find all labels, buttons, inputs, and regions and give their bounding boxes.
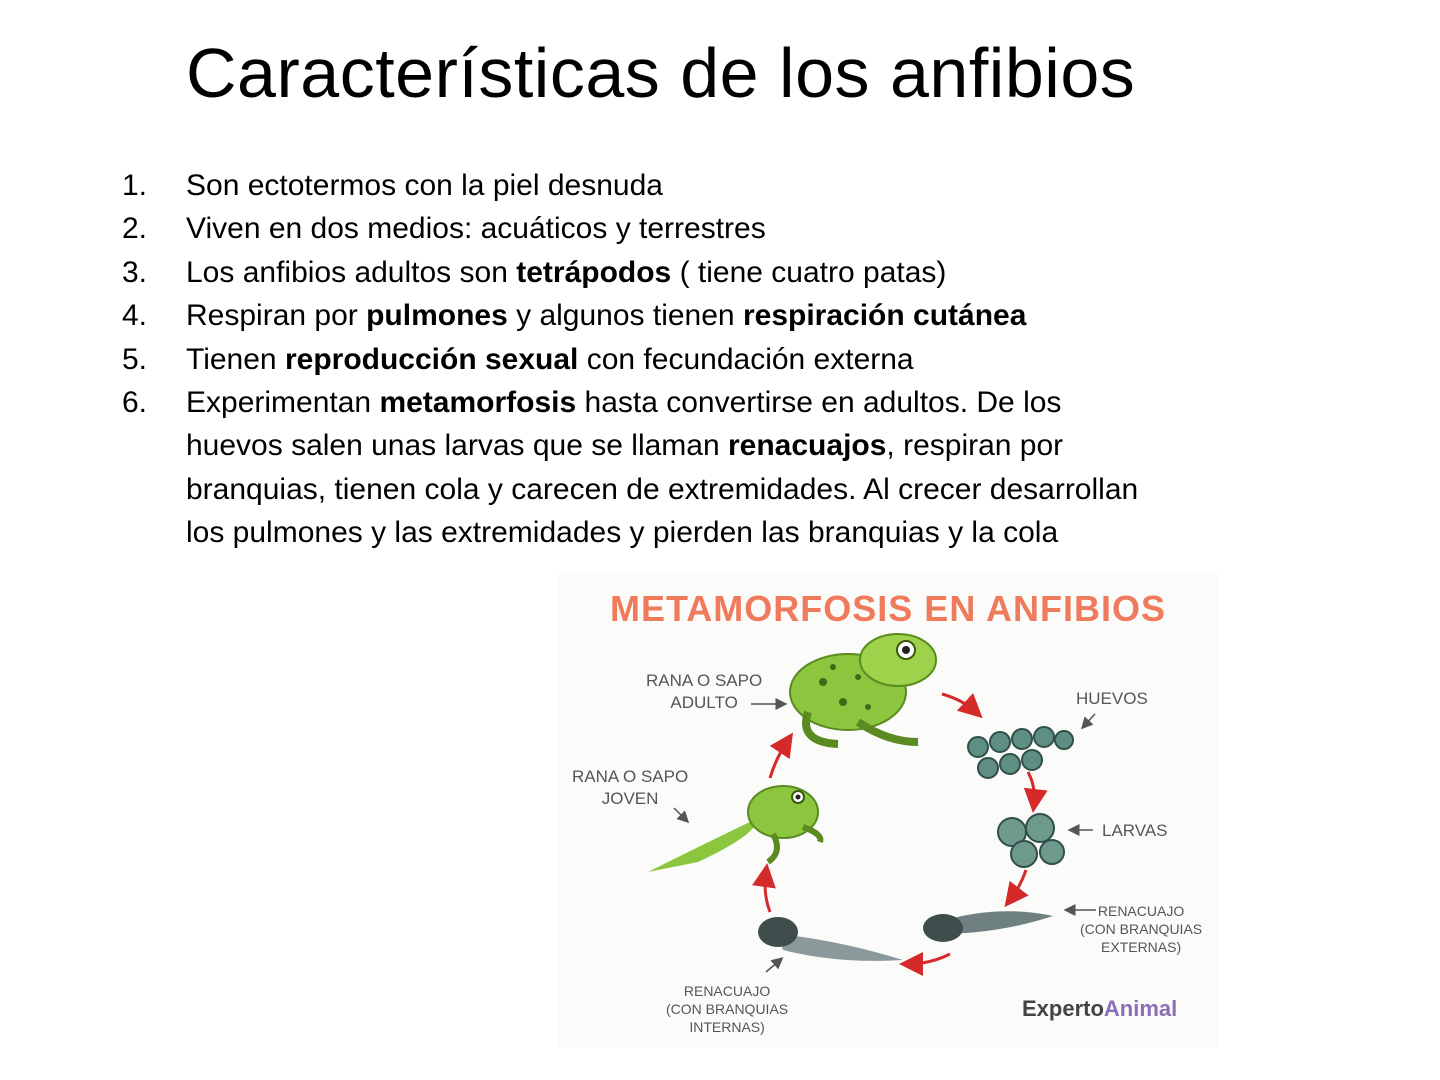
bold-term: reproducción sexual — [284, 342, 579, 376]
bold-term: renacuajos — [728, 429, 887, 463]
label-young — [572, 766, 688, 810]
list-number: 3. — [122, 255, 148, 289]
page-title: Características de los anfibios — [186, 34, 1136, 112]
list-number: 5. — [122, 342, 148, 376]
metamorphosis-figure — [558, 572, 1218, 1048]
list-number: 1. — [122, 169, 148, 202]
list-text: con fecundación externa — [578, 342, 914, 376]
figure-title: METAMORFOSIS EN ANFIBIOS — [609, 588, 1166, 629]
label-young-line-2: JOVEN — [601, 789, 659, 808]
characteristics-list — [122, 164, 1162, 555]
list-number: 2. — [122, 212, 148, 246]
brand-logo — [1022, 996, 1177, 1022]
bold-term: metamorfosis — [379, 386, 577, 420]
bold-term: respiración cutánea — [742, 299, 1027, 333]
label-ext-line-2: (CON BRANQUIAS — [1080, 921, 1203, 937]
list-text: Experimentan — [186, 386, 380, 420]
label-ext-line-1: RENACUAJO — [1097, 903, 1185, 919]
list-text: y algunos tienen — [507, 299, 743, 333]
brand-part-2: Animal — [1103, 996, 1178, 1021]
list-text: Tienen — [186, 342, 285, 376]
label-larvae: LARVAS — [1102, 821, 1168, 840]
list-text: Respiran por — [186, 299, 367, 333]
tadpole-external-gills-icon — [923, 911, 1053, 942]
list-item — [122, 381, 1162, 555]
label-tadpole-internal — [666, 982, 788, 1036]
label-adult-line-1: RANA O SAPO — [646, 671, 763, 690]
bold-term: tetrápodos — [516, 255, 672, 289]
bold-term: pulmones — [366, 299, 508, 333]
list-item — [122, 294, 1162, 337]
label-int-line-1: RENACUAJO — [683, 983, 771, 999]
list-text: Los anfibios adultos son — [186, 255, 517, 289]
label-int-line-2: (CON BRANQUIAS — [666, 1001, 789, 1017]
list-item — [122, 207, 1162, 250]
label-adult — [646, 670, 762, 714]
list-text: , respiran por branquias, tienen cola y carecen de extremidades. Al crecer desarrollan los pulmones y las extremidades y pierden las branquias y la cola — [186, 429, 1139, 550]
brand-part-1: Experto — [1022, 996, 1104, 1021]
list-text: hasta convertirse en adultos. De los huevos salen unas larvas que se llaman — [186, 386, 1062, 463]
label-eggs: HUEVOS — [1076, 689, 1148, 708]
list-text: ( tiene cuatro patas) — [671, 255, 947, 289]
label-adult-line-2: ADULTO — [670, 693, 738, 712]
label-ext-line-3: EXTERNAS) — [1101, 939, 1182, 955]
list-text: Viven en dos medios: acuáticos y terrestres — [186, 212, 766, 246]
list-number: 6. — [122, 386, 148, 420]
larvae-icon — [998, 814, 1064, 867]
list-item — [122, 164, 1162, 207]
eggs-icon — [968, 727, 1073, 778]
metamorphosis-illustration — [558, 572, 1218, 1048]
label-young-line-1: RANA O SAPO — [572, 767, 689, 786]
label-tadpole-external — [1080, 902, 1202, 956]
label-int-line-3: INTERNAS) — [689, 1019, 765, 1035]
list-item — [122, 251, 1162, 294]
list-text: Son ectotermos con la piel desnuda — [186, 169, 663, 202]
adult-frog-icon — [790, 634, 936, 744]
list-item — [122, 338, 1162, 381]
tadpole-internal-gills-icon — [758, 917, 903, 961]
list-number: 4. — [122, 299, 148, 333]
